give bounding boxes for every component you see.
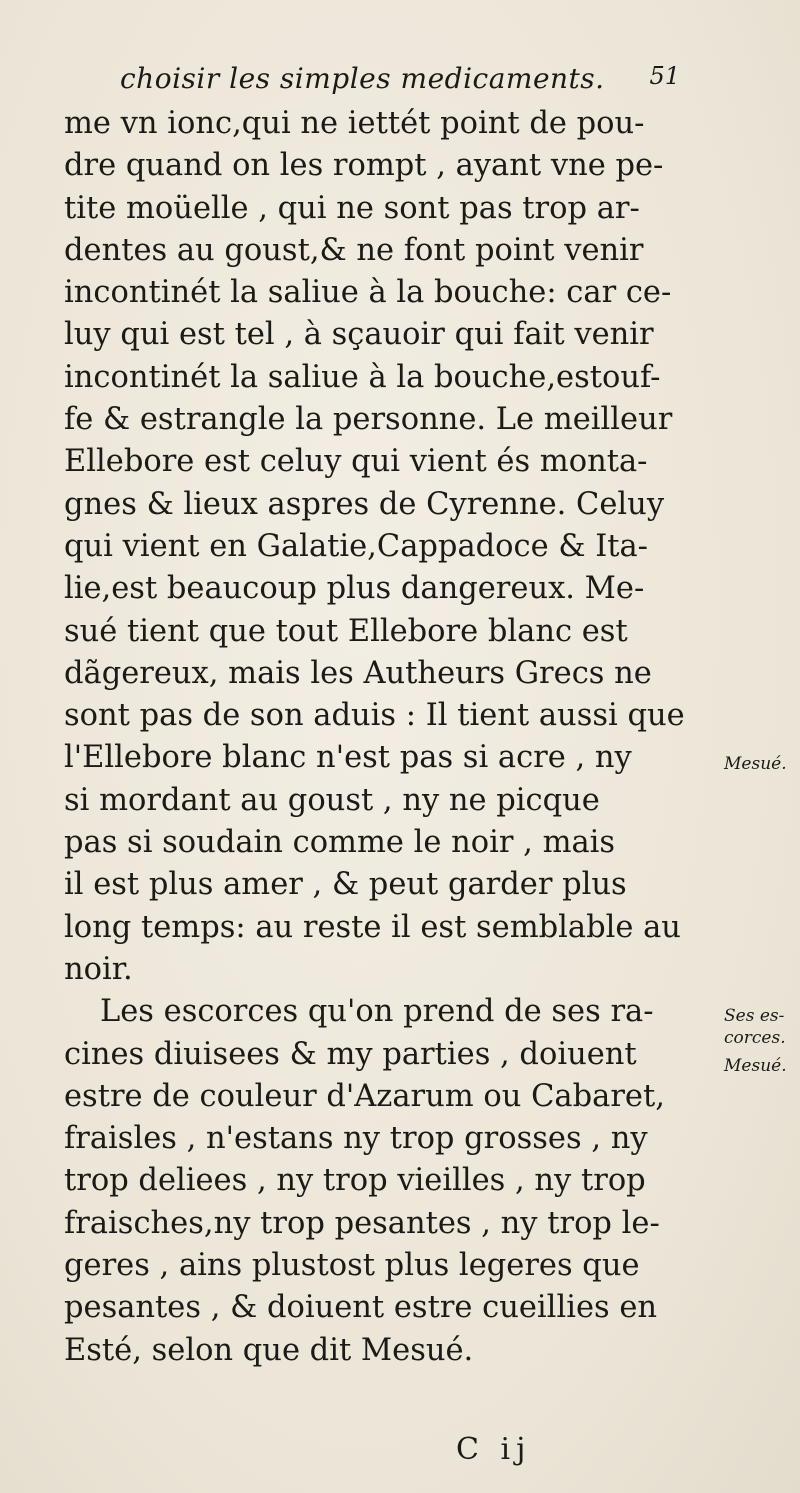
body-text bbox=[64, 103, 734, 1372]
text-line: sué tient que tout Ellebore blanc est bbox=[64, 613, 628, 649]
text-line: Ellebore est celuy qui vient és monta- bbox=[64, 444, 648, 480]
text-line: noir. bbox=[64, 951, 133, 987]
margin-note-mesue: Mesué. bbox=[724, 754, 787, 774]
text-line: long temps: au reste il est semblable au bbox=[64, 909, 681, 945]
text-line: luy qui est tel , à sçauoir qui fait venir bbox=[64, 317, 654, 353]
page-number: 51 bbox=[649, 62, 680, 90]
text-line: fraisles , n'estans ny trop grosses , ny bbox=[64, 1121, 648, 1157]
text-line: l'Ellebore blanc n'est pas si acre , ny bbox=[64, 740, 632, 776]
signature-mark: C ij bbox=[456, 1432, 532, 1467]
text-line: Esté, selon que dit Mesué. bbox=[64, 1332, 474, 1368]
text-line: il est plus amer , & peut garder plus bbox=[64, 867, 627, 903]
text-line: si mordant au goust , ny ne picque bbox=[64, 782, 600, 818]
text-line: Les escorces qu'on prend de ses ra- bbox=[100, 994, 654, 1030]
text-line: sont pas de son aduis : Il tient aussi que bbox=[64, 698, 685, 734]
text-line: tite moüelle , qui ne sont pas trop ar- bbox=[64, 190, 640, 226]
text-line: incontinét la saliue à la bouche,estouf- bbox=[64, 359, 661, 395]
margin-note-escorces: Ses es-corces. bbox=[724, 1006, 786, 1048]
text-line: qui vient en Galatie,Cappadoce & Ita- bbox=[64, 528, 648, 564]
text-line: gnes & lieux aspres de Cyrenne. Celuy bbox=[64, 486, 665, 522]
margin-note-mesue-2: Mesué. bbox=[724, 1056, 787, 1076]
text-line: dre quand on les rompt , ayant vne pe- bbox=[64, 148, 664, 184]
page-header bbox=[120, 62, 680, 98]
text-line: pas si soudain comme le noir , mais bbox=[64, 825, 616, 861]
text-line: cines diuisees & my parties , doiuent bbox=[64, 1036, 637, 1072]
text-line: dentes au goust,& ne font point venir bbox=[64, 232, 644, 268]
text-line: trop deliees , ny trop vieilles , ny trop bbox=[64, 1163, 646, 1199]
text-line: geres , ains plustost plus legeres que bbox=[64, 1248, 640, 1284]
text-line: dãgereux, mais les Autheurs Grecs ne bbox=[64, 655, 652, 691]
text-line: fraisches,ny trop pesantes , ny trop le- bbox=[64, 1205, 660, 1241]
text-line: incontinét la saliue à la bouche: car ce- bbox=[64, 275, 672, 311]
text-line: estre de couleur d'Azarum ou Cabaret, bbox=[64, 1078, 665, 1114]
text-line: pesantes , & doiuent estre cueillies en bbox=[64, 1290, 658, 1326]
text-line: lie,est beaucoup plus dangereux. Me- bbox=[64, 571, 645, 607]
running-title: choisir les simples medicaments. bbox=[120, 62, 605, 95]
text-line: me vn ionc,qui ne iettét point de pou- bbox=[64, 106, 645, 141]
text-line: fe & estrangle la personne. Le meilleur bbox=[64, 402, 673, 438]
